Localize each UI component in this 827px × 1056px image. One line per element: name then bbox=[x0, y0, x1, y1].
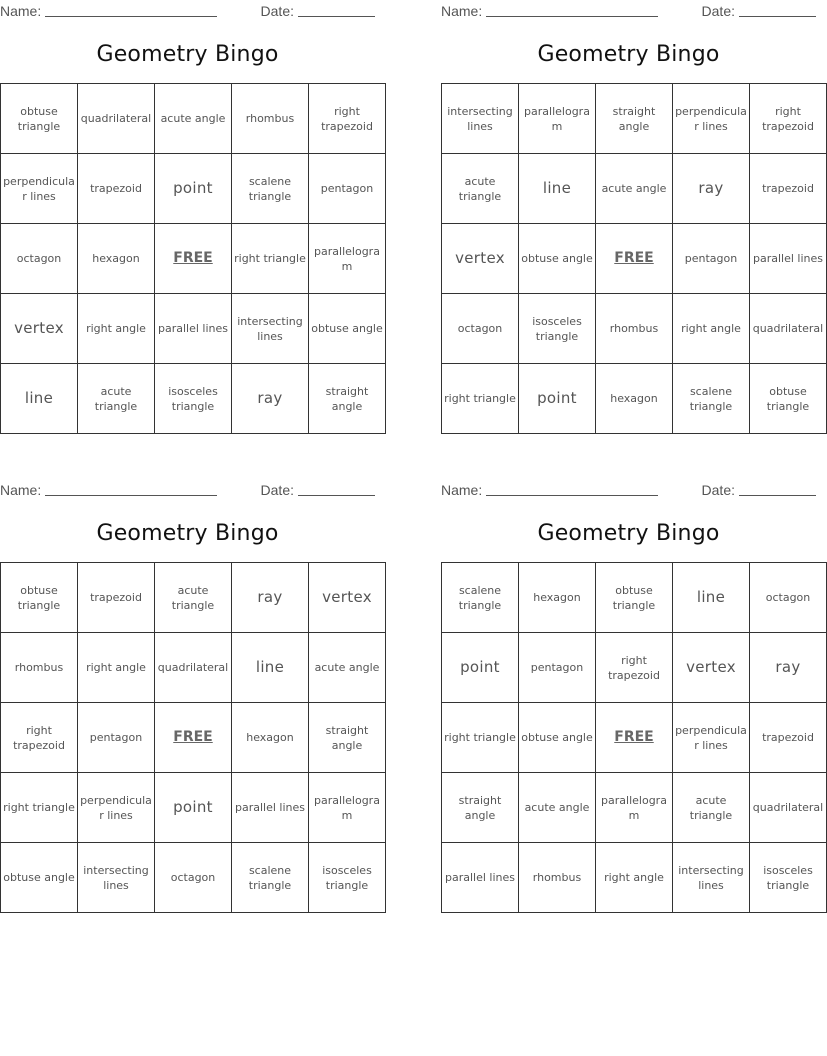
bingo-cell[interactable]: line bbox=[519, 154, 596, 224]
bingo-row bbox=[1, 563, 386, 633]
bingo-cell[interactable]: hexagon bbox=[596, 364, 673, 434]
bingo-cell[interactable]: vertex bbox=[1, 294, 78, 364]
card-header bbox=[441, 479, 816, 501]
name-field[interactable] bbox=[441, 481, 658, 498]
bingo-row bbox=[442, 224, 827, 294]
bingo-cell[interactable]: point bbox=[155, 154, 232, 224]
bingo-row bbox=[1, 843, 386, 913]
name-field[interactable] bbox=[0, 481, 217, 498]
date-label: Date: bbox=[260, 3, 294, 19]
bingo-cell[interactable]: obtuse triangle bbox=[750, 364, 827, 434]
bingo-cell[interactable]: hexagon bbox=[519, 563, 596, 633]
name-field[interactable] bbox=[0, 2, 217, 19]
name-field[interactable] bbox=[441, 2, 658, 19]
bingo-cell[interactable]: line bbox=[232, 633, 309, 703]
bingo-row bbox=[1, 633, 386, 703]
bingo-row bbox=[442, 294, 827, 364]
bingo-cell[interactable]: trapezoid bbox=[78, 154, 155, 224]
bingo-cell[interactable]: right trapezoid bbox=[309, 84, 386, 154]
bingo-cell[interactable]: pentagon bbox=[519, 633, 596, 703]
bingo-cell[interactable]: right angle bbox=[596, 843, 673, 913]
card-header bbox=[0, 0, 375, 22]
bingo-grid bbox=[0, 562, 386, 913]
bingo-cell[interactable]: ray bbox=[232, 364, 309, 434]
bingo-cell[interactable]: parallelogram bbox=[519, 84, 596, 154]
bingo-cell[interactable]: scalene triangle bbox=[232, 843, 309, 913]
bingo-cell[interactable]: rhombus bbox=[232, 84, 309, 154]
bingo-cell[interactable]: acute triangle bbox=[155, 563, 232, 633]
bingo-cell[interactable]: parallelogram bbox=[309, 224, 386, 294]
bingo-cell[interactable]: parallel lines bbox=[155, 294, 232, 364]
free-space[interactable]: FREE bbox=[155, 224, 232, 294]
bingo-cell[interactable]: ray bbox=[750, 633, 827, 703]
bingo-cell[interactable]: scalene triangle bbox=[232, 154, 309, 224]
bingo-cell[interactable]: rhombus bbox=[596, 294, 673, 364]
bingo-row bbox=[1, 703, 386, 773]
bingo-cell[interactable]: octagon bbox=[155, 843, 232, 913]
date-field[interactable] bbox=[261, 481, 375, 498]
bingo-cell[interactable]: right triangle bbox=[232, 224, 309, 294]
bingo-cell[interactable]: straight angle bbox=[596, 84, 673, 154]
bingo-cell[interactable]: parallel lines bbox=[442, 843, 519, 913]
bingo-row bbox=[1, 364, 386, 434]
bingo-row bbox=[442, 773, 827, 843]
bingo-grid bbox=[441, 562, 827, 913]
bingo-cell[interactable]: perpendicular lines bbox=[673, 84, 750, 154]
bingo-cell[interactable]: parallel lines bbox=[232, 773, 309, 843]
bingo-cell[interactable]: right angle bbox=[78, 294, 155, 364]
free-space[interactable]: FREE bbox=[155, 703, 232, 773]
bingo-cell[interactable]: line bbox=[1, 364, 78, 434]
name-blank-line[interactable] bbox=[45, 2, 217, 17]
name-blank-line[interactable] bbox=[486, 481, 658, 496]
bingo-cell[interactable]: perpendicular lines bbox=[1, 154, 78, 224]
bingo-row bbox=[1, 294, 386, 364]
bingo-cell[interactable]: octagon bbox=[1, 224, 78, 294]
bingo-cell[interactable]: right trapezoid bbox=[750, 84, 827, 154]
bingo-cell[interactable]: parallelogram bbox=[596, 773, 673, 843]
card-title: Geometry Bingo bbox=[537, 42, 720, 67]
bingo-cell[interactable]: acute angle bbox=[519, 773, 596, 843]
bingo-cell[interactable]: ray bbox=[673, 154, 750, 224]
name-label: Name: bbox=[0, 482, 42, 498]
bingo-cell[interactable]: pentagon bbox=[78, 703, 155, 773]
bingo-row bbox=[442, 633, 827, 703]
bingo-cell[interactable]: quadrilateral bbox=[78, 84, 155, 154]
bingo-cell[interactable]: obtuse triangle bbox=[1, 84, 78, 154]
bingo-cell[interactable]: line bbox=[673, 563, 750, 633]
bingo-cell[interactable]: acute triangle bbox=[78, 364, 155, 434]
bingo-row bbox=[442, 563, 827, 633]
bingo-cell[interactable]: point bbox=[155, 773, 232, 843]
date-blank-line[interactable] bbox=[739, 2, 816, 17]
card-header bbox=[0, 479, 375, 501]
date-field[interactable] bbox=[702, 481, 816, 498]
bingo-cell[interactable]: straight angle bbox=[309, 364, 386, 434]
date-field[interactable] bbox=[702, 2, 816, 19]
bingo-cell[interactable]: point bbox=[519, 364, 596, 434]
bingo-cell[interactable]: intersecting lines bbox=[673, 843, 750, 913]
bingo-cell[interactable]: vertex bbox=[442, 224, 519, 294]
bingo-cell[interactable]: quadrilateral bbox=[750, 294, 827, 364]
bingo-cell[interactable]: ray bbox=[232, 563, 309, 633]
bingo-cell[interactable]: acute angle bbox=[309, 633, 386, 703]
bingo-row bbox=[442, 154, 827, 224]
bingo-cell[interactable]: acute angle bbox=[596, 154, 673, 224]
bingo-cell[interactable]: rhombus bbox=[519, 843, 596, 913]
bingo-cell[interactable]: vertex bbox=[673, 633, 750, 703]
bingo-cell[interactable]: trapezoid bbox=[78, 563, 155, 633]
bingo-cell[interactable]: right triangle bbox=[1, 773, 78, 843]
bingo-cell[interactable]: right trapezoid bbox=[1, 703, 78, 773]
free-space[interactable]: FREE bbox=[596, 224, 673, 294]
card-title: Geometry Bingo bbox=[537, 521, 720, 546]
bingo-cell[interactable]: quadrilateral bbox=[155, 633, 232, 703]
bingo-cell[interactable]: right angle bbox=[78, 633, 155, 703]
date-blank-line[interactable] bbox=[298, 2, 375, 17]
bingo-cell[interactable]: obtuse triangle bbox=[596, 563, 673, 633]
bingo-row bbox=[442, 364, 827, 434]
bingo-row bbox=[1, 224, 386, 294]
bingo-row bbox=[1, 154, 386, 224]
bingo-cell[interactable]: intersecting lines bbox=[232, 294, 309, 364]
bingo-row bbox=[1, 773, 386, 843]
date-label: Date: bbox=[701, 482, 735, 498]
bingo-row bbox=[442, 843, 827, 913]
bingo-grid bbox=[0, 83, 386, 434]
name-label: Name: bbox=[0, 3, 42, 19]
bingo-cell[interactable]: quadrilateral bbox=[750, 773, 827, 843]
date-blank-line[interactable] bbox=[739, 481, 816, 496]
bingo-cell[interactable]: scalene triangle bbox=[673, 364, 750, 434]
bingo-cell[interactable]: pentagon bbox=[309, 154, 386, 224]
bingo-cell[interactable]: right angle bbox=[673, 294, 750, 364]
card-header bbox=[441, 0, 816, 22]
name-label: Name: bbox=[441, 3, 483, 19]
bingo-cell[interactable]: intersecting lines bbox=[442, 84, 519, 154]
bingo-grid bbox=[441, 83, 827, 434]
bingo-cell[interactable]: scalene triangle bbox=[442, 563, 519, 633]
bingo-cell[interactable]: isosceles triangle bbox=[519, 294, 596, 364]
bingo-cell[interactable]: acute triangle bbox=[442, 154, 519, 224]
bingo-cell[interactable]: point bbox=[442, 633, 519, 703]
bingo-cell[interactable]: right triangle bbox=[442, 364, 519, 434]
bingo-cell[interactable]: obtuse triangle bbox=[1, 563, 78, 633]
bingo-cell[interactable]: hexagon bbox=[78, 224, 155, 294]
bingo-cell[interactable]: pentagon bbox=[673, 224, 750, 294]
bingo-cell[interactable]: right triangle bbox=[442, 703, 519, 773]
bingo-cell[interactable]: perpendicular lines bbox=[78, 773, 155, 843]
bingo-cell[interactable]: isosceles triangle bbox=[309, 843, 386, 913]
date-label: Date: bbox=[701, 3, 735, 19]
date-blank-line[interactable] bbox=[298, 481, 375, 496]
bingo-cell[interactable]: straight angle bbox=[309, 703, 386, 773]
bingo-cell[interactable]: obtuse angle bbox=[519, 224, 596, 294]
bingo-cell[interactable]: vertex bbox=[309, 563, 386, 633]
name-label: Name: bbox=[441, 482, 483, 498]
bingo-row bbox=[442, 703, 827, 773]
bingo-cell[interactable]: trapezoid bbox=[750, 703, 827, 773]
bingo-cell[interactable]: hexagon bbox=[232, 703, 309, 773]
bingo-cell[interactable]: obtuse angle bbox=[309, 294, 386, 364]
bingo-row bbox=[442, 84, 827, 154]
bingo-cell[interactable]: straight angle bbox=[442, 773, 519, 843]
bingo-cell[interactable]: obtuse angle bbox=[519, 703, 596, 773]
bingo-cell[interactable]: parallel lines bbox=[750, 224, 827, 294]
bingo-cell[interactable]: obtuse angle bbox=[1, 843, 78, 913]
bingo-cell[interactable]: isosceles triangle bbox=[750, 843, 827, 913]
bingo-cell[interactable]: acute triangle bbox=[673, 773, 750, 843]
bingo-cell[interactable]: acute angle bbox=[155, 84, 232, 154]
date-field[interactable] bbox=[261, 2, 375, 19]
bingo-cell[interactable]: isosceles triangle bbox=[155, 364, 232, 434]
bingo-cell[interactable]: octagon bbox=[442, 294, 519, 364]
bingo-cell[interactable]: octagon bbox=[750, 563, 827, 633]
bingo-cell[interactable]: parallelogram bbox=[309, 773, 386, 843]
bingo-cell[interactable]: rhombus bbox=[1, 633, 78, 703]
card-title: Geometry Bingo bbox=[96, 42, 279, 67]
bingo-row bbox=[1, 84, 386, 154]
name-blank-line[interactable] bbox=[486, 2, 658, 17]
free-space[interactable]: FREE bbox=[596, 703, 673, 773]
bingo-cell[interactable]: intersecting lines bbox=[78, 843, 155, 913]
name-blank-line[interactable] bbox=[45, 481, 217, 496]
bingo-cell[interactable]: perpendicular lines bbox=[673, 703, 750, 773]
date-label: Date: bbox=[260, 482, 294, 498]
bingo-cell[interactable]: trapezoid bbox=[750, 154, 827, 224]
bingo-cell[interactable]: right trapezoid bbox=[596, 633, 673, 703]
card-title: Geometry Bingo bbox=[96, 521, 279, 546]
